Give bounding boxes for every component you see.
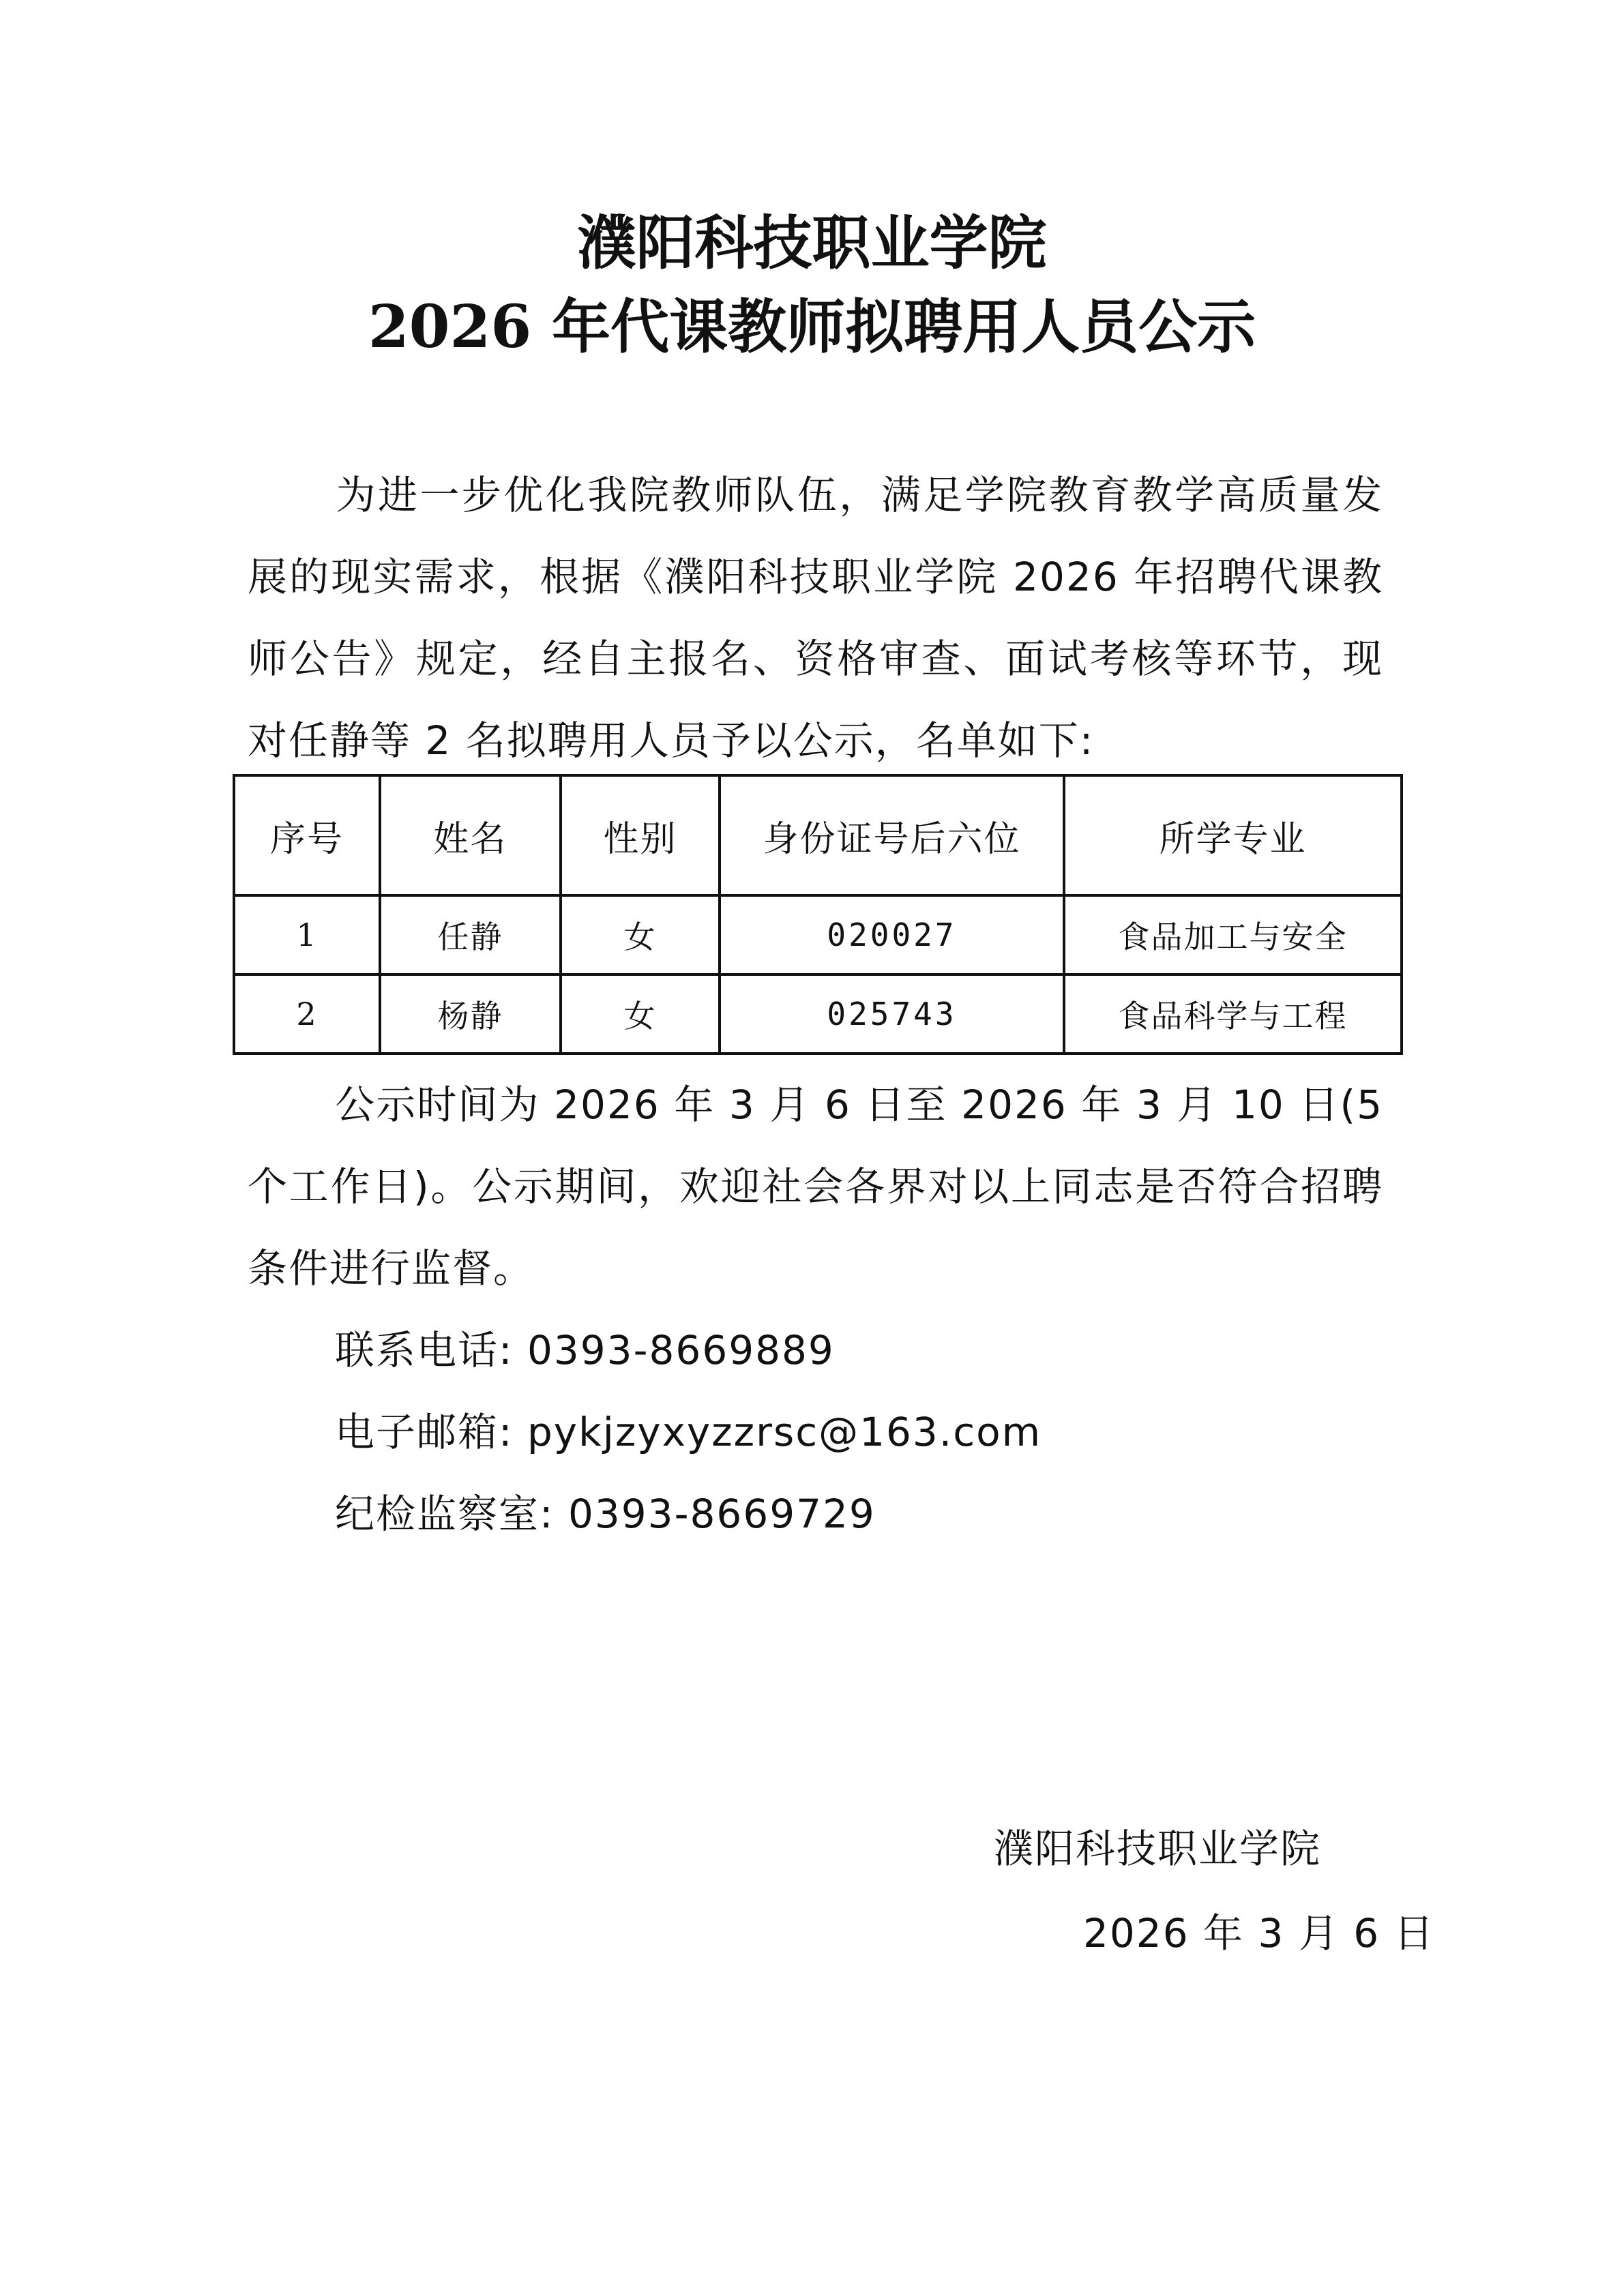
- cell-id-suffix: 025743: [720, 974, 1064, 1054]
- cell-name: 任静: [380, 895, 561, 974]
- intro-paragraph: [248, 454, 1383, 781]
- cell-major: 食品加工与安全: [1064, 895, 1402, 974]
- table-header-row: [234, 775, 1402, 895]
- intro-text: 为进一步优化我院教师队伍，满足学院教育教学高质量发展的现实需求，根据《濮阳科技职业学院 2026 年招聘代课教师公告》规定，经自主报名、资格审查、面试考核等环节，现对任静等 2 名拟聘用人员予以公示，名单如下:: [248, 472, 1383, 764]
- cell-index: 1: [234, 895, 380, 974]
- document-title-line1: 濮阳科技职业学院: [577, 209, 1047, 278]
- contact-phone: 联系电话: 0393-8669889: [335, 1327, 835, 1373]
- notice-period-paragraph: [248, 1064, 1383, 1309]
- table-row: [234, 895, 1402, 974]
- cell-index: 2: [234, 974, 380, 1054]
- notice-period-text: 公示时间为 2026 年 3 月 6 日至 2026 年 3 月 10 日(5 个工作日)。公示期间，欢迎社会各界对以上同志是否符合招聘条件进行监督。: [248, 1082, 1383, 1292]
- header-major: 所学专业: [1064, 775, 1402, 895]
- cell-name: 杨静: [380, 974, 561, 1054]
- header-gender: 性别: [561, 775, 720, 895]
- signer: 濮阳科技职业学院: [994, 1825, 1322, 1872]
- header-name: 姓名: [380, 775, 561, 895]
- header-index: 序号: [234, 775, 380, 895]
- candidate-table: [233, 774, 1403, 1055]
- sign-date: 2026 年 3 月 6 日: [1083, 1910, 1435, 1956]
- contact-email: 电子邮箱: pykjzyxyzzrsc@163.com: [335, 1409, 1042, 1455]
- cell-major: 食品科学与工程: [1064, 974, 1402, 1054]
- discipline-office-phone: 纪检监察室: 0393-8669729: [335, 1491, 876, 1537]
- cell-id-suffix: 020027: [720, 895, 1064, 974]
- header-id-suffix: 身份证号后六位: [720, 775, 1064, 895]
- document-title-line2: 2026 年代课教师拟聘用人员公示: [368, 293, 1256, 361]
- cell-gender: 女: [561, 974, 720, 1054]
- cell-gender: 女: [561, 895, 720, 974]
- table-row: [234, 974, 1402, 1054]
